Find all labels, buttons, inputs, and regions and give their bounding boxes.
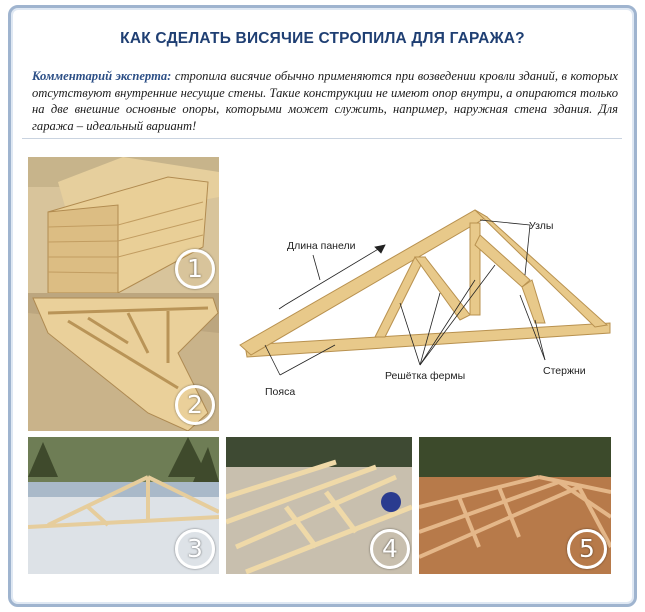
photo-number-badge: 5 xyxy=(567,529,607,569)
photo-5 xyxy=(419,437,611,574)
expert-comment-label: Комментарий эксперта: xyxy=(32,69,172,83)
photo-number-badge: 2 xyxy=(175,385,215,425)
divider xyxy=(22,138,622,139)
photo-2 xyxy=(28,293,219,431)
expert-comment-text: стропила висячие обычно применяются при возведении кровли зданий, в которых отсутствуют внутренние несущие стены. Такие конструкции не имеют опор внутри, а опираются только на две внешние основные опоры, которыми может служить, например, наружная стена здания. Для гаража – идеальный вариант! xyxy=(32,69,618,133)
photo-1 xyxy=(28,157,219,293)
expert-comment xyxy=(32,68,618,134)
photo-number-badge: 1 xyxy=(175,249,215,289)
label-lattice: Решётка фермы xyxy=(385,370,466,382)
page-title: КАК СДЕЛАТЬ ВИСЯЧИЕ СТРОПИЛА ДЛЯ ГАРАЖА? xyxy=(120,30,525,47)
photo-number-badge: 3 xyxy=(175,529,215,569)
label-nodes: Узлы xyxy=(529,220,554,232)
label-rods: Стержни xyxy=(543,365,586,377)
photo-3 xyxy=(28,437,219,574)
label-panel-length: Длина панели xyxy=(287,240,356,252)
truss-diagram xyxy=(225,195,625,420)
photo-number-badge: 4 xyxy=(370,529,410,569)
label-belts: Пояса xyxy=(265,386,296,398)
photo-4 xyxy=(226,437,412,574)
